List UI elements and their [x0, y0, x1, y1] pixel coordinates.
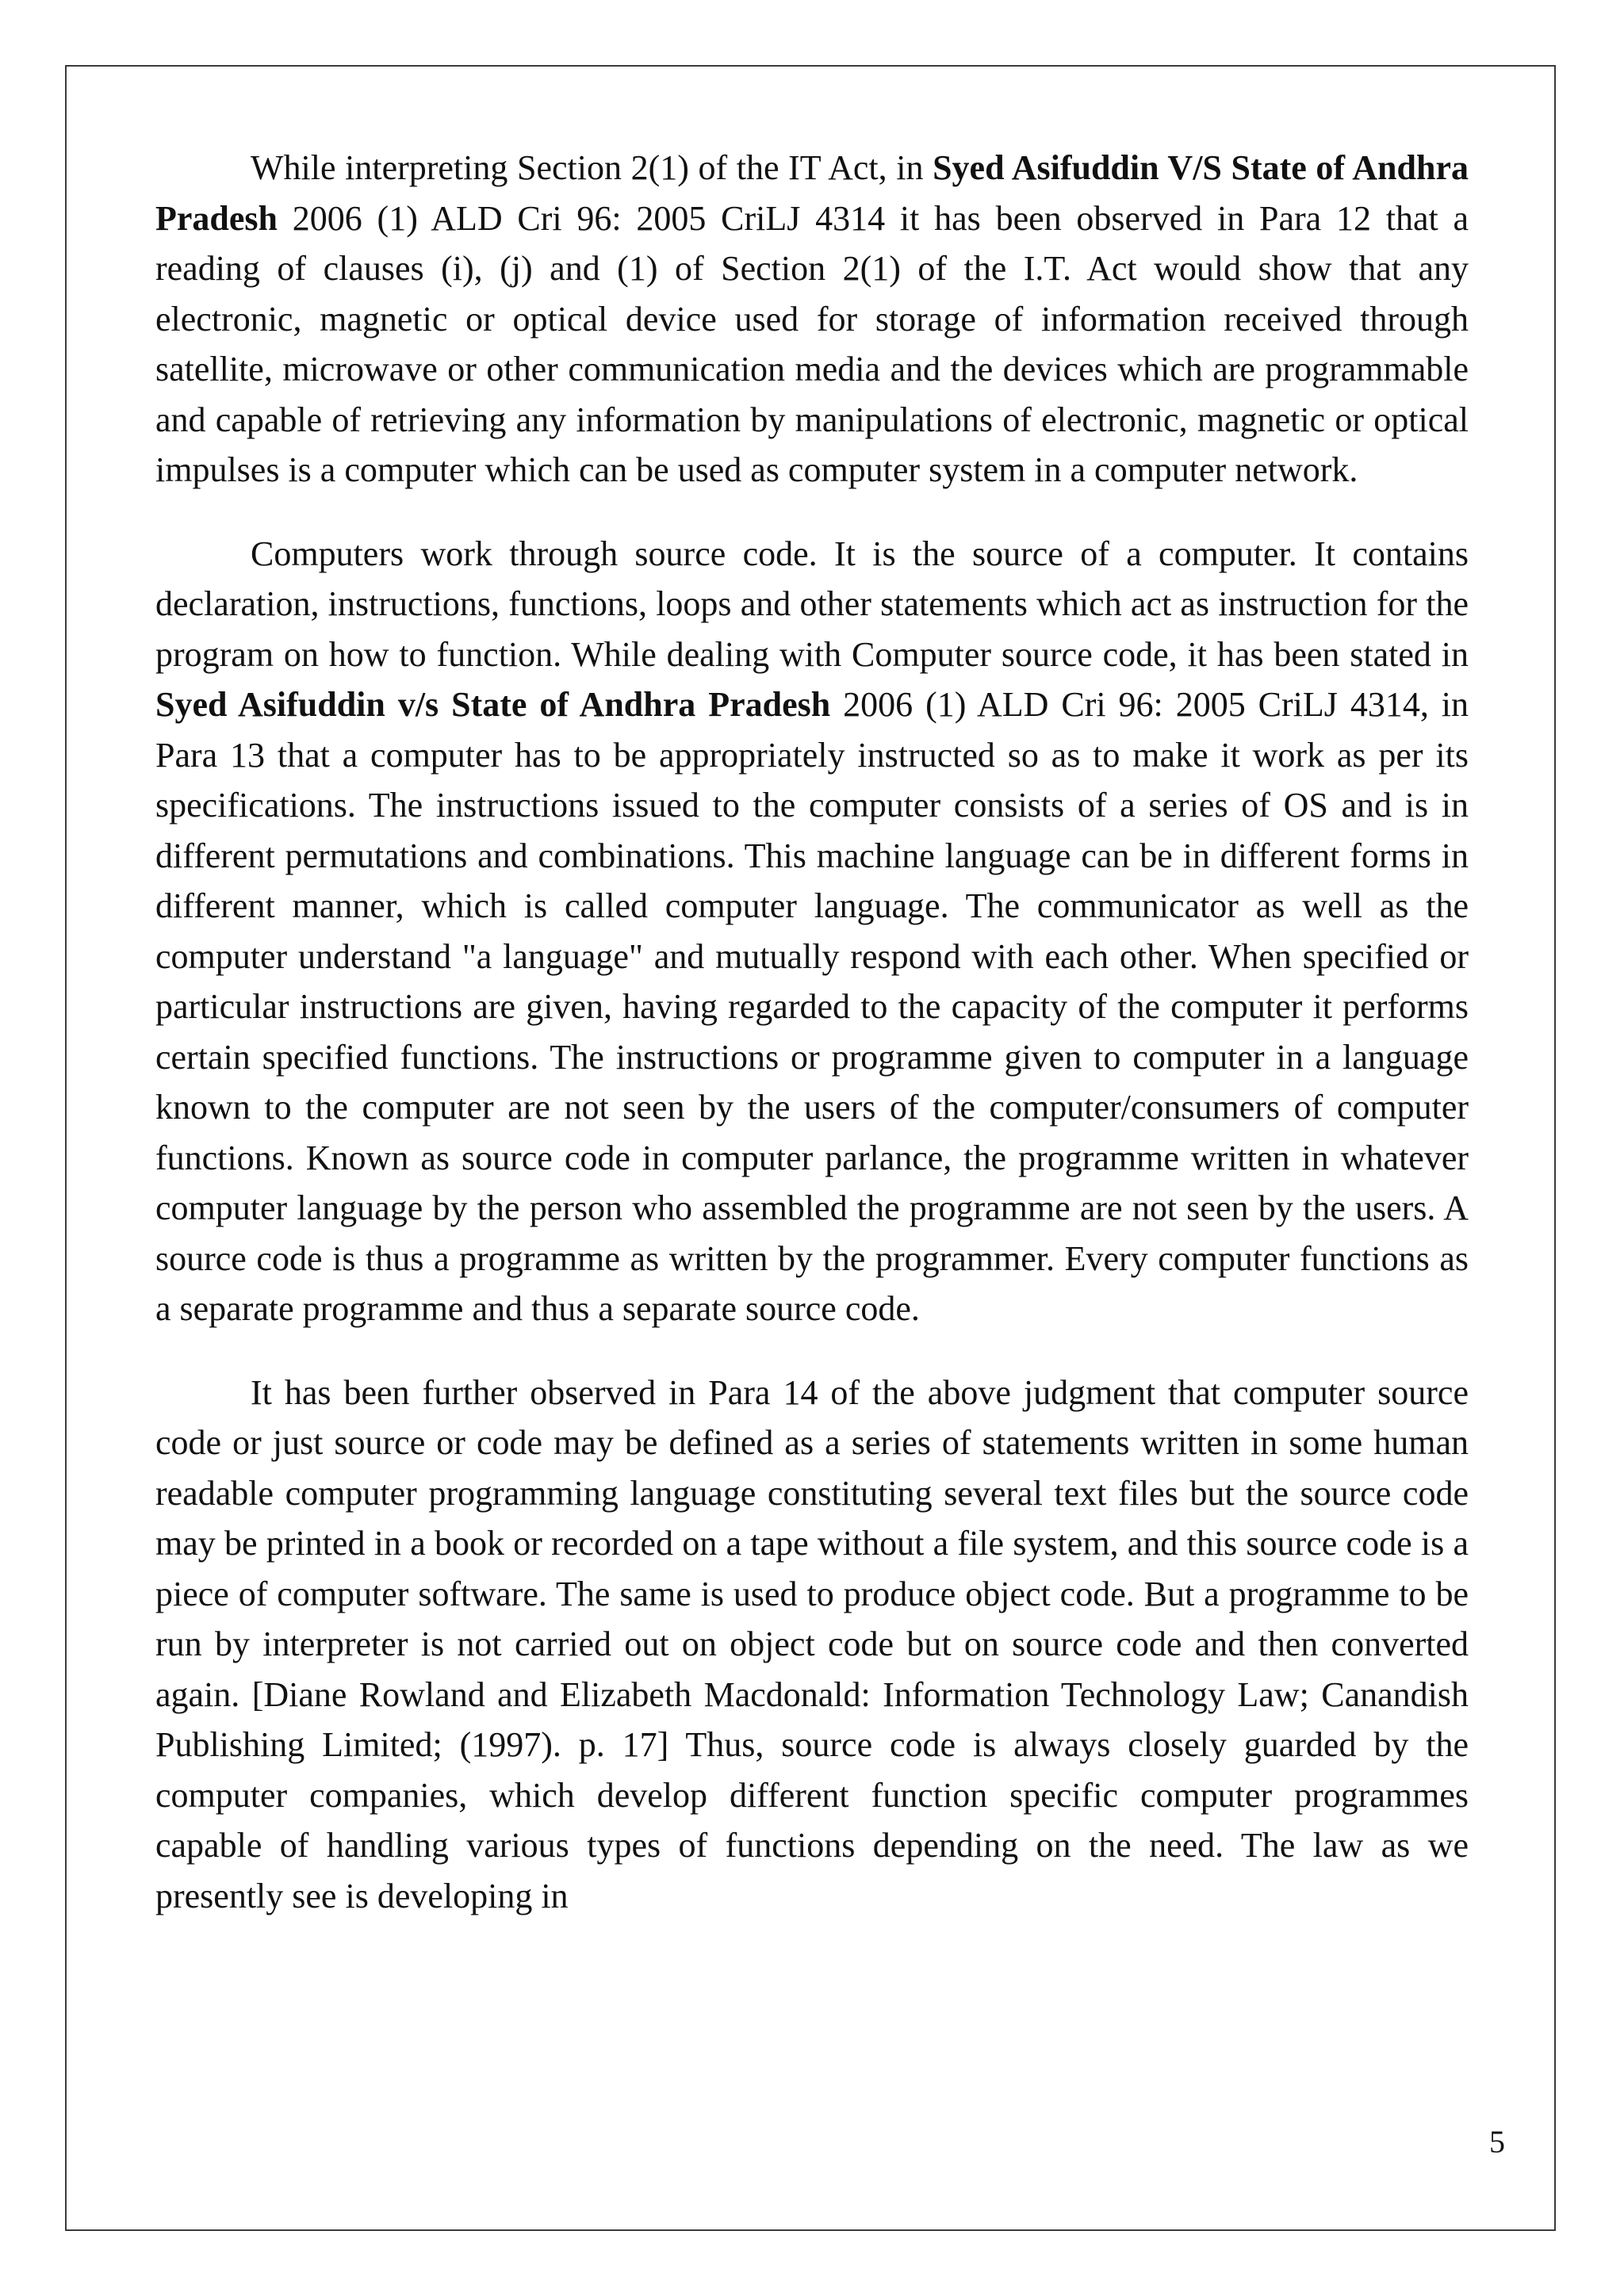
- case-citation: Syed Asifuddin v/s State of Andhra Pradesh: [155, 685, 831, 724]
- paragraph-2: [155, 529, 1469, 1334]
- paragraph-1: [155, 143, 1469, 496]
- paragraph-text: 2006 (1) ALD Cri 96: 2005 CriLJ 4314 it has been observed in Para 12 that a reading of clauses (i), (j) and (1) of Section 2(1) of the I.T. Act would show that any electronic, magnetic or optical device used for storage of information received through satellite, microwave or other communication media and the devices which are programmable and capable of retrieving any information by manipulations of electronic, magnetic or optical impulses is a computer which can be used as computer system in a computer network.: [155, 198, 1469, 489]
- paragraph-text: Computers work through source code. It is the source of a computer. It contains declaration, instructions, functions, loops and other statements which act as instruction for the program on how to function. While dealing with Computer source code, it has been stated in: [155, 534, 1469, 674]
- page-number: 5: [1489, 2124, 1505, 2160]
- paragraph-3: [155, 1368, 1469, 1922]
- document-body: [155, 143, 1469, 1954]
- paragraph-text: It has been further observed in Para 14 of the above judgment that computer source code or just source or code may be defined as a series of statements written in some human readable computer programming language constituting several text files but the source code may be printed in a book or recorded on a tape without a file system, and this source code is a piece of computer software. The same is used to produce object code. But a programme to be run by interpreter is not carried out on object code but on source code and then converted again. [Diane Rowland and Elizabeth Macdonald: Information Technology Law; Canandish Publishing Limited; (1997). p. 17] Thus, source code is always closely guarded by the computer companies, which develop different function specific computer programmes capable of handling various types of functions depending on the need. The law as we presently see is developing in: [155, 1372, 1469, 1915]
- paragraph-text: While interpreting Section 2(1) of the IT Act, in: [251, 148, 933, 187]
- case-citation: Syed Asifuddin V/S State of Andhra Pradesh: [155, 148, 1469, 238]
- paragraph-text: 2006 (1) ALD Cri 96: 2005 CriLJ 4314, in Para 13 that a computer has to be appropriately instructed so as to make it work as per its specifications. The instructions issued to the computer consists of a series of OS and is in different permutations and combinations. This machine language can be in different forms in different manner, which is called computer language. The communicator as well as the computer understand "a language" and mutually respond with each other. When specified or particular instructions are given, having regarded to the capacity of the computer it performs certain specified functions. The instructions or programme given to computer in a language known to the computer are not seen by the users of the computer/consumers of computer functions. Known as source code in computer parlance, the programme written in whatever computer language by the person who assembled the programme are not seen by the users. A source code is thus a programme as written by the programmer. Every computer functions as a separate programme and thus a separate source code.: [155, 685, 1469, 1328]
